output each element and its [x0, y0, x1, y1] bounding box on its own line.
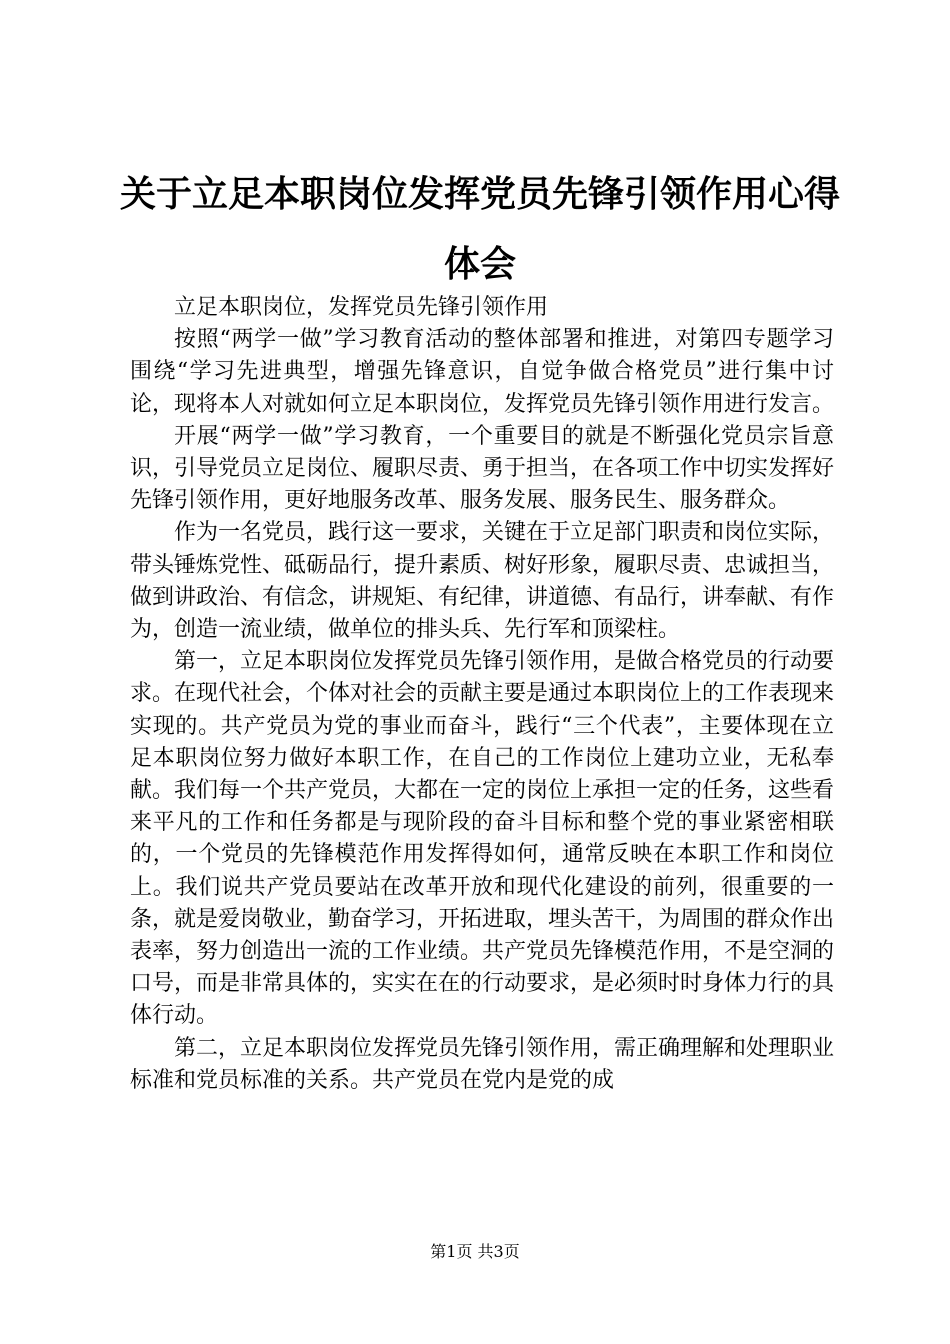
paragraph-purpose: 开展“两学一做”学习教育，一个重要目的就是不断强化党员宗旨意识，引导党员立足岗位、履职尽责、勇于担当，在各项工作中切实发挥好先锋引领作用，更好地服务改革、服务发展、服务民生、服务群众。 [130, 423, 835, 514]
paragraph-subtitle: 立足本职岗位，发挥党员先锋引领作用 [174, 295, 549, 320]
paragraph-second-point: 第二，立足本职岗位发挥党员先锋引领作用，需正确理解和处理职业标准和党员标准的关系。共产党员在党内是党的成 [130, 1035, 835, 1093]
paragraph-requirement: 作为一名党员，践行这一要求，关键在于立足部门职责和岗位实际，带头锤炼党性、砥砺品行，提升素质、树好形象，履职尽责、忠诚担当，做到讲政治、有信念，讲规矩、有纪律，讲道德、有品行，讲奉献、有作为，创造一流业绩，做单位的排头兵、先行军和顶梁柱。 [130, 520, 835, 643]
page-footer: 第1页 共3页 [430, 1242, 520, 1261]
paragraph-intro: 按照“两学一做”学习教育活动的整体部署和推进，对第四专题学习围绕“学习先进典型，增强先锋意识，自觉争做合格党员”进行集中讨论，现将本人对就如何立足本职岗位，发挥党员先锋引领作用进行发言。 [130, 327, 835, 417]
document-body [130, 292, 834, 1097]
paragraph-first-point: 第一，立足本职岗位发挥党员先锋引领作用，是做合格党员的行动要求。在现代社会，个体对社会的贡献主要是通过本职岗位上的工作表现来实现的。共产党员为党的事业而奋斗，践行“三个代表”，主要体现在立足本职岗位努力做好本职工作，在自己的工作岗位上建功立业，无私奉献。我们每一个共产党员，大都在一定的岗位上承担一定的任务，这些看来平凡的工作和任务都是与现阶段的奋斗目标和整个党的事业紧密相联的，一个党员的先锋模范作用发挥得如何，通常反映在本职工作和岗位上。我们说共产党员要站在改革开放和现代化建设的前列，很重要的一条，就是爱岗敬业，勤奋学习，开拓进取，埋头苦干，为周围的群众作出表率，努力创造出一流的工作业绩。共产党员先锋模范作用，不是空洞的口号，而是非常具体的，实实在在的行动要求，是必须时时身体力行的具体行动。 [130, 649, 835, 1029]
document-title: 关于立足本职岗位发挥党员先锋引领作用心得体会 [119, 174, 840, 285]
